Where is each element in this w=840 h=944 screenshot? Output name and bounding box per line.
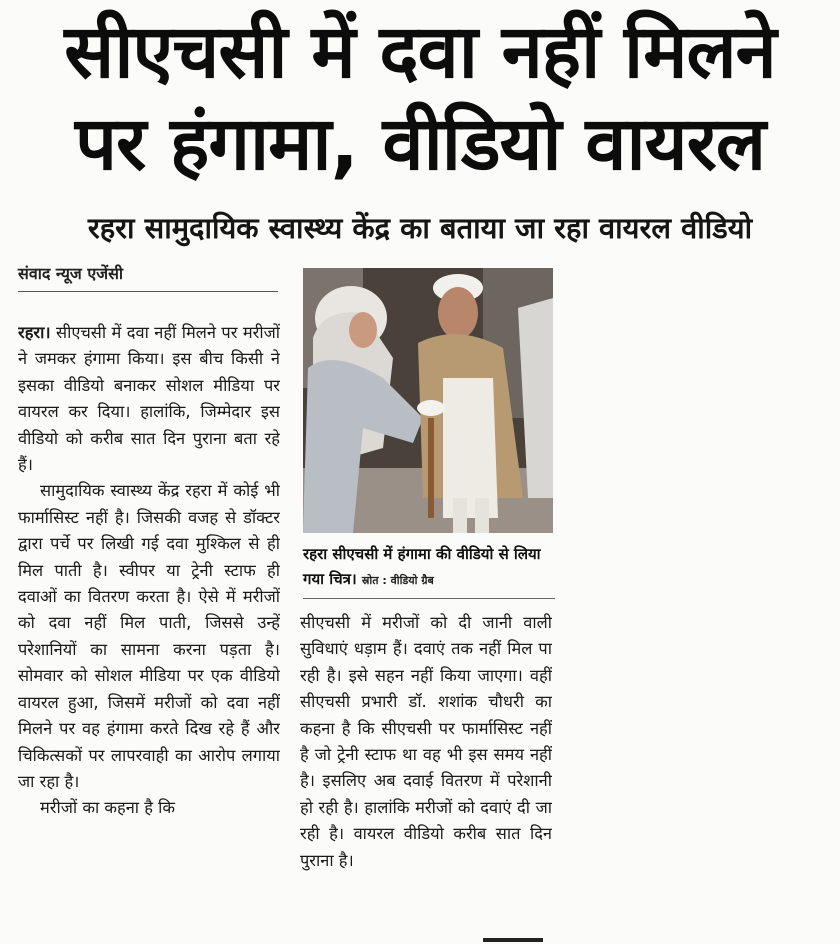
paragraph-3: मरीजों का कहना है कि: [40, 798, 176, 818]
photo-source: स्रोत : वीडियो ग्रैब: [361, 574, 434, 587]
photo-caption: [303, 542, 565, 593]
byline: संवाद न्यूज एजेंसी: [18, 263, 278, 292]
photo-illustration: [303, 268, 553, 533]
paragraph-4: सीएचसी में मरीजों को दी जानी वाली सुविधाएं धड़ाम हैं। दवाएं तक नहीं मिल पा रही है। इसे सहन नहीं किया जाएगा। वहीं सीएचसी प्रभारी डॉ. शशांक चौधरी का कहना है कि सीएचसी पर फार्मासिस्ट नहीं है जो ट्रेनी स्टाफ था वह भी इस समय नहीं है। इसलिए अब दवाई वितरण में परेशानी हो रही है। हालांकि मरीजों को दवाएं दी जा रही है। वायरल वीडियो करीब सात दिन पुराना है।: [300, 613, 552, 870]
headline-line-1: सीएचसी में दवा नहीं मिलने: [64, 9, 776, 95]
paragraph-2: सामुदायिक स्वास्थ्य केंद्र रहरा में कोई भी फार्मासिस्ट नहीं है। जिसकी वजह से डॉक्टर द्वारा पर्चे पर लिखी गई दवा मुश्किल से ही मिल पाती है। स्वीपर या ट्रेनी स्टाफ ही दवाओं का वितरण करता है। ऐसे में मरीजों को दवा नहीं मिल पाती, जिससे उन्हें परेशानियों का सामना करना पड़ता है। सोमवार को सोशल मीडिया पर एक वीडियो वायरल हुआ, जिसमें मरीजों को दवा नहीं मिलने पर वह हंगामा करते दिख रहे हैं और चिकित्सकों पर लापरवाही का आरोप लगाया जा रहा है।: [18, 481, 280, 791]
headline: [0, 6, 840, 190]
bottom-divider: [483, 938, 543, 942]
caption-text: रहरा सीएचसी में हंगामा की वीडियो से लिया गया चित्र।: [303, 545, 541, 588]
paragraph-1: [18, 320, 280, 478]
headline-line-2: पर हंगामा, वीडियो वायरल: [74, 101, 766, 187]
dateline: रहरा।: [18, 323, 51, 342]
news-photo: [303, 268, 553, 533]
article-column-2: [300, 610, 552, 935]
caption-divider: [303, 598, 555, 599]
article-column-1: [18, 320, 280, 940]
paragraph-1-text: सीएचसी में दवा नहीं मिलने पर मरीजों ने जमकर हंगामा किया। इस बीच किसी ने इसका वीडियो बनाकर सोशल मीडिया पर वायरल कर दिया। हालांकि, जिम्मेदार इस वीडियो को करीब सात दिन पुराना बता रहे हैं।: [18, 323, 280, 475]
subheadline: रहरा सामुदायिक स्वास्थ्य केंद्र का बताया जा रहा वायरल वीडियो: [87, 211, 753, 245]
